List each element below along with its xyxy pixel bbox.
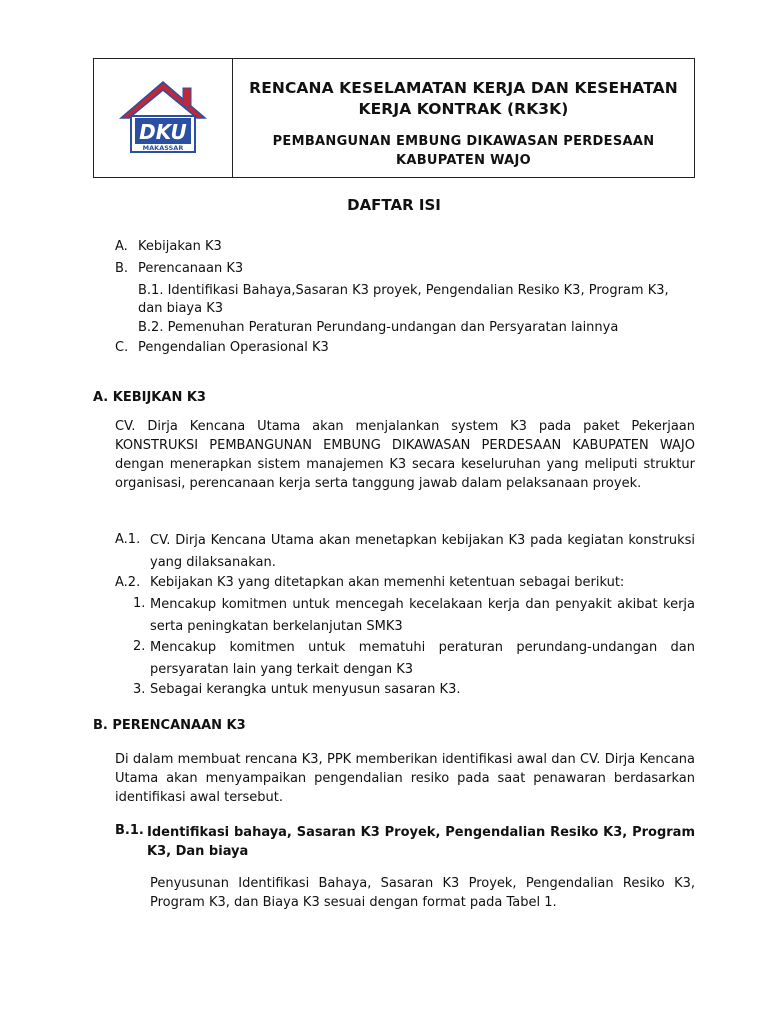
item1-text: Mencakup komitmen untuk mencegah kecelakaan kerja dan penyakit akibat kerja serta peningkatan berkelanjutan SMK3 bbox=[150, 597, 695, 634]
section-a-paragraph: CV. Dirja Kencana Utama akan menjalankan system K3 pada paket Pekerjaan KONSTRUKSI PEMBANGUNAN EMBUNG DIKAWASAN PERDESAAN KABUPATEN WAJO dengan menerapkan sistem manajemen K3 secara keseluruhan yang meliputi struktur organisasi, perencanaan kerja serta tanggung jawab dalam pelaksanaan proyek. bbox=[115, 419, 695, 491]
item1-marker: 1. bbox=[133, 596, 146, 611]
title-cell bbox=[233, 59, 694, 177]
item3-marker: 3. bbox=[133, 682, 146, 697]
a2-marker: A.2. bbox=[115, 575, 141, 590]
section-b-heading: B. PERENCANAAN K3 bbox=[93, 718, 246, 733]
logo-text: DKU bbox=[139, 120, 187, 144]
section-b-paragraph: Di dalam membuat rencana K3, PPK memberikan identifikasi awal dan CV. Dirja Kencana Utama akan menyampaikan pengendalian resiko pada saat penawaran berdasarkan identifikasi awal tersebut. bbox=[115, 752, 695, 805]
document-subtitle: PEMBANGUNAN EMBUNG DIKAWASAN PERDESAAN KABUPATEN WAJO bbox=[272, 134, 655, 168]
toc-marker-c: C. bbox=[115, 340, 129, 355]
toc-marker-a: A. bbox=[115, 239, 128, 254]
toc-item-b: Perencanaan K3 bbox=[138, 261, 244, 276]
toc-item-b1-cont: dan biaya K3 bbox=[138, 301, 224, 316]
toc-item-b1: B.1. Identifikasi Bahaya,Sasaran K3 proyek, Pengendalian Resiko K3, Program K3, bbox=[138, 283, 669, 298]
toc-item-a: Kebijakan K3 bbox=[138, 239, 222, 254]
company-logo bbox=[113, 76, 213, 160]
document-header bbox=[93, 58, 695, 178]
b1-marker: B.1. bbox=[115, 823, 144, 838]
document-title: RENCANA KESELAMATAN KERJA DAN KESEHATAN KERJA KONTRAK (RK3K) bbox=[249, 79, 678, 118]
b1-heading: Identifikasi bahaya, Sasaran K3 Proyek, Pengendalian Resiko K3, Program K3, Dan biaya bbox=[147, 825, 695, 859]
toc-title: DAFTAR ISI bbox=[347, 196, 441, 214]
item2-marker: 2. bbox=[133, 639, 146, 654]
logo-cell bbox=[94, 59, 233, 177]
toc-marker-b: B. bbox=[115, 261, 129, 276]
a1-marker: A.1. bbox=[115, 532, 141, 547]
logo-subtext: MAKASSAR bbox=[142, 144, 184, 152]
toc-item-c: Pengendalian Operasional K3 bbox=[138, 340, 329, 355]
a2-text: Kebijakan K3 yang ditetapkan akan memenhi ketentuan sebagai berikut: bbox=[150, 575, 625, 590]
a1-text: CV. Dirja Kencana Utama akan menetapkan kebijakan K3 pada kegiatan konstruksi yang dilaksanakan. bbox=[150, 533, 695, 570]
item3-text: Sebagai kerangka untuk menyusun sasaran K3. bbox=[150, 682, 461, 697]
toc-item-b2: B.2. Pemenuhan Peraturan Perundang-undangan dan Persyaratan lainnya bbox=[138, 320, 619, 335]
b1-paragraph: Penyusunan Identifikasi Bahaya, Sasaran K3 Proyek, Pengendalian Resiko K3, Program K3, dan Biaya K3 sesuai dengan format pada Tabel 1. bbox=[150, 876, 695, 910]
section-a-heading: A. KEBIJKAN K3 bbox=[93, 390, 206, 405]
item2-text: Mencakup komitmen untuk mematuhi peraturan perundang-undangan dan persyaratan lain yang terkait dengan K3 bbox=[150, 640, 695, 677]
